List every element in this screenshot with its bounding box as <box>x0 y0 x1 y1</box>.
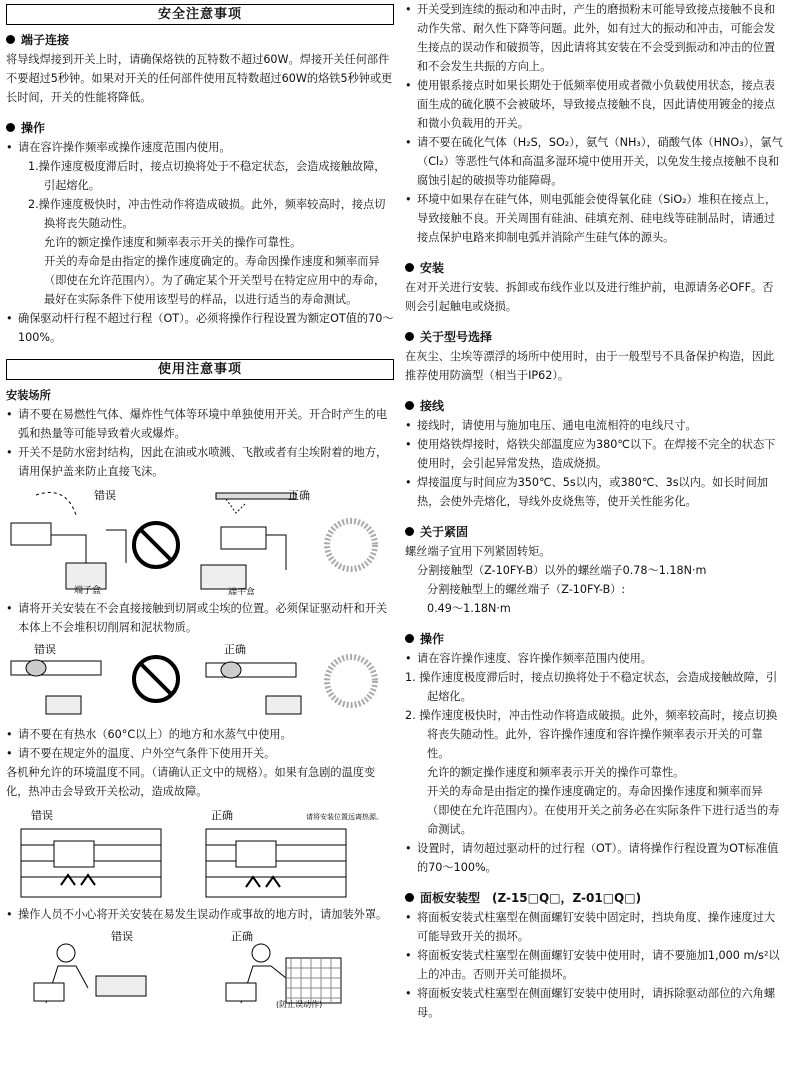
fig4-note: (防止误动作) <box>276 1000 323 1008</box>
tighten-line-3: 0.49～1.18N·m <box>427 602 511 615</box>
right-bullet-3: • 请不要在硫化气体（H₂S，SO₂），氨气（NH₃），硝酸气体（HNO₃），氯气（Cl₂）等恶性气体和高温多湿环境中使用开关，以免发生接点接触不良和腐蚀引起的破损等功能障碍。 <box>405 133 783 190</box>
install-text: 在对开关进行安装、拆卸或布线作业以及进行维护前，电源请务必OFF。否则会引起触电或烧损。 <box>405 281 774 313</box>
left-column <box>6 0 394 1012</box>
operation2-note-1: 允许的额定操作速度和频率表示开关的操作可靠性。 <box>427 766 685 779</box>
figure-chips <box>6 641 394 721</box>
fig1-box-label-2: 端子盒 <box>228 588 256 595</box>
right-column <box>405 0 783 1022</box>
usage-banner: 使用注意事项 <box>6 359 394 380</box>
panel-bullet-1: • 将面板安装式柱塞型在侧面螺钉安装中固定时，挡块角度、操作速度过大可能导致开关的损坏。 <box>405 908 783 946</box>
place-bullet-2: • 开关不是防水密封结构，因此在油或水喷溅、飞散或者有尘埃附着的地方，请用保护盖来防止直接飞沫。 <box>6 443 394 481</box>
fig3-right-label: 正确 <box>211 809 233 822</box>
figure-heat <box>6 805 394 901</box>
wiring-bullet-3: • 焊接温度与时间应为350℃、5s以内，或380℃、3s以内。如长时间加热，会使外壳熔化，导线外皮烧焦等，使开关性能劣化。 <box>405 473 783 511</box>
place-heading: 安装场所 <box>6 389 51 402</box>
panel-bullet-3: • 将面板安装式柱塞型在侧面螺钉安装中使用时，请拆除驱动部位的六角螺母。 <box>405 984 783 1022</box>
safety-banner: 安全注意事项 <box>6 4 394 25</box>
chips-illustration <box>6 641 394 721</box>
bullet-dot-icon <box>405 263 414 272</box>
splash-illustration <box>6 485 394 595</box>
operation2-bullet-1: • 请在容许操作速度、容许操作频率范围内使用。 <box>405 649 783 668</box>
install-heading: 安装 <box>405 259 783 278</box>
bullet-dot-icon <box>405 332 414 341</box>
model-heading: 关于型号选择 <box>405 328 783 347</box>
figure-splash <box>6 485 394 595</box>
operation2-item-2: 2. 操作速度极快时，冲击性动作将造成破损。此外，频率较高时，接点切换将丧失随动性。此外，容许操作速度和容许操作频率表示开关的可靠性。 <box>405 709 778 760</box>
bullet-dot-icon <box>6 123 15 132</box>
place-bullet-4: • 请不要在有热水（60°C以上）的地方和水蒸气中使用。 <box>6 725 394 744</box>
wiring-heading: 接线 <box>405 397 783 416</box>
fig4-right-label: 正确 <box>231 930 253 943</box>
right-bullet-2: • 使用银系接点时如果长期处于低频率使用或者微小负载使用状态，接点表面生成的硫化膜不会被破坏，导致接点接触不良，因此请使用镀金的接点和微小负载用的开关。 <box>405 76 783 133</box>
tighten-line-2: 分割接触型上的螺丝端子（Z-10FY-B）: <box>427 583 626 596</box>
fig2-right-label: 正确 <box>224 643 246 656</box>
fig3-note: 请将安装位置远离热源。 <box>306 813 383 821</box>
fig3-wrong-label: 错误 <box>31 809 53 822</box>
tighten-text: 螺丝端子宜用下列紧固转矩。 <box>405 545 551 558</box>
place-bullet-5-detail: 各机种允许的环境温度不同。（请确认正文中的规格）。如果有急剧的温度变化，热冲击会导致开关松动，造成故障。 <box>6 766 376 798</box>
operation-note-2: 开关的寿命是由指定的操作速度确定的。寿命因操作速度和频率而异（即使在允许范围内）。为了确定某个开关型号在特定应用中的寿命，最好在实际条件下使用该型号的样品，以进行适当的寿命测试。 <box>44 255 386 306</box>
model-text: 在灰尘、尘埃等漂浮的场所中使用时，由于一般型号不具备保护构造，因此推荐使用防滴型（相当于IP62）。 <box>405 350 775 382</box>
fig2-wrong-label: 错误 <box>34 643 56 656</box>
panel-bullet-2: • 将面板安装式柱塞型在侧面螺钉安装中使用时，请不要施加1,000 m/s²以上的冲击。否则开关可能损坏。 <box>405 946 783 984</box>
wiring-bullet-1: • 接线时，请使用与施加电压、通电电流相符的电线尺寸。 <box>405 416 783 435</box>
operation2-note-2: 开关的寿命是由指定的操作速度确定的。寿命因操作速度和频率而异（即使在允许范围内）。在使用开关之前务必在实际条件下进行适当的寿命测试。 <box>427 785 780 836</box>
right-bullet-1: • 开关受到连续的振动和冲击时，产生的磨损粉末可能导致接点接触不良和动作失常、耐久性下降等问题。此外，如有过大的振动和冲击，可能会发生接点的误动作和破损等，因此请将其安装在不会受到振动和冲击的位置和不会发生共振的方向上。 <box>405 0 783 76</box>
terminal-heading: 端子连接 <box>6 31 394 50</box>
figure-cover <box>6 928 394 1008</box>
operation2-bullet-2: • 设置时，请勿超过驱动杆的过行程（OT）。请将操作行程设置为OT标准值的70～100%。 <box>405 839 783 877</box>
cover-illustration <box>6 928 394 1008</box>
operation-note-1: 允许的额定操作速度和频率表示开关的操作可靠性。 <box>44 236 302 249</box>
panel-heading: 面板安装型 (Z-15□Q□，Z-01□Q□) <box>405 889 783 908</box>
operation-bullet-1: • 请在容许操作频率或操作速度范围内使用。 <box>6 138 394 157</box>
operation-bullet-2: • 确保驱动杆行程不超过行程（OT）。必须将操作行程设置为额定OT值的70～100%。 <box>6 309 394 347</box>
fig1-right-label: 正确 <box>288 489 310 502</box>
operation-item-1: 1.操作速度极度滞后时，接点切换将处于不稳定状态，会造成接触故障，引起熔化。 <box>28 160 386 192</box>
tighten-line-1: 分割接触型（Z-10FY-B）以外的螺丝端子0.78～1.18N·m <box>417 564 707 577</box>
bullet-dot-icon <box>405 893 414 902</box>
operation-item-2: 2.操作速度极快时，冲击性动作将造成破损。此外，频率较高时，接点切换将丧失随动性。 <box>28 198 386 230</box>
operation-heading: 操作 <box>6 119 394 138</box>
place-bullet-5: • 请不要在规定外的温度、户外空气条件下使用开关。 <box>6 744 394 763</box>
place-bullet-1: • 请不要在易燃性气体、爆炸性气体等环境中单独使用开关。开合时产生的电弧和热量等可能导致着火或爆炸。 <box>6 405 394 443</box>
right-bullet-4: • 环境中如果存在硅气体，则电弧能会使得氧化硅（SiO₂）堆积在接点上，导致接触不良。开关周围有硅油、硅填充剂、硅电线等硅制品时，请通过接点保护电路来抑制电弧并消除产生硅气体的源头。 <box>405 190 783 247</box>
place-bullet-6: • 操作人员不小心将开关安装在易发生误动作或事故的地方时，请加装外罩。 <box>6 905 394 924</box>
fig1-box-label-1: 端子盒 <box>74 586 102 595</box>
bullet-dot-icon <box>405 401 414 410</box>
terminal-text: 将导线焊接到开关上时，请确保烙铁的瓦特数不超过60W。焊接开关任何部件不要超过5秒钟。如果对开关的任何部件使用瓦特数超过60W的烙铁5秒钟或更长时间，开关的性能将降低。 <box>6 53 393 104</box>
operation2-heading: 操作 <box>405 630 783 649</box>
place-bullet-3: • 请将开关安装在不会直接接触到切屑或尘埃的位置。必须保证驱动杆和开关本体上不会堆积切削屑和泥状物质。 <box>6 599 394 637</box>
fig4-wrong-label: 错误 <box>111 930 133 943</box>
wiring-bullet-2: • 使用烙铁焊接时，烙铁尖部温度应为380℃以下。在焊接不完全的状态下使用时，会引起异常发热，造成烧损。 <box>405 435 783 473</box>
operation2-item-1: 1. 操作速度极度滞后时，接点切换将处于不稳定状态，会造成接触故障，引起熔化。 <box>405 671 778 703</box>
bullet-dot-icon <box>6 35 15 44</box>
fig1-wrong-label: 错误 <box>94 489 116 502</box>
bullet-dot-icon <box>405 634 414 643</box>
tighten-heading: 关于紧固 <box>405 523 783 542</box>
bullet-dot-icon <box>405 527 414 536</box>
heat-illustration <box>6 805 394 901</box>
